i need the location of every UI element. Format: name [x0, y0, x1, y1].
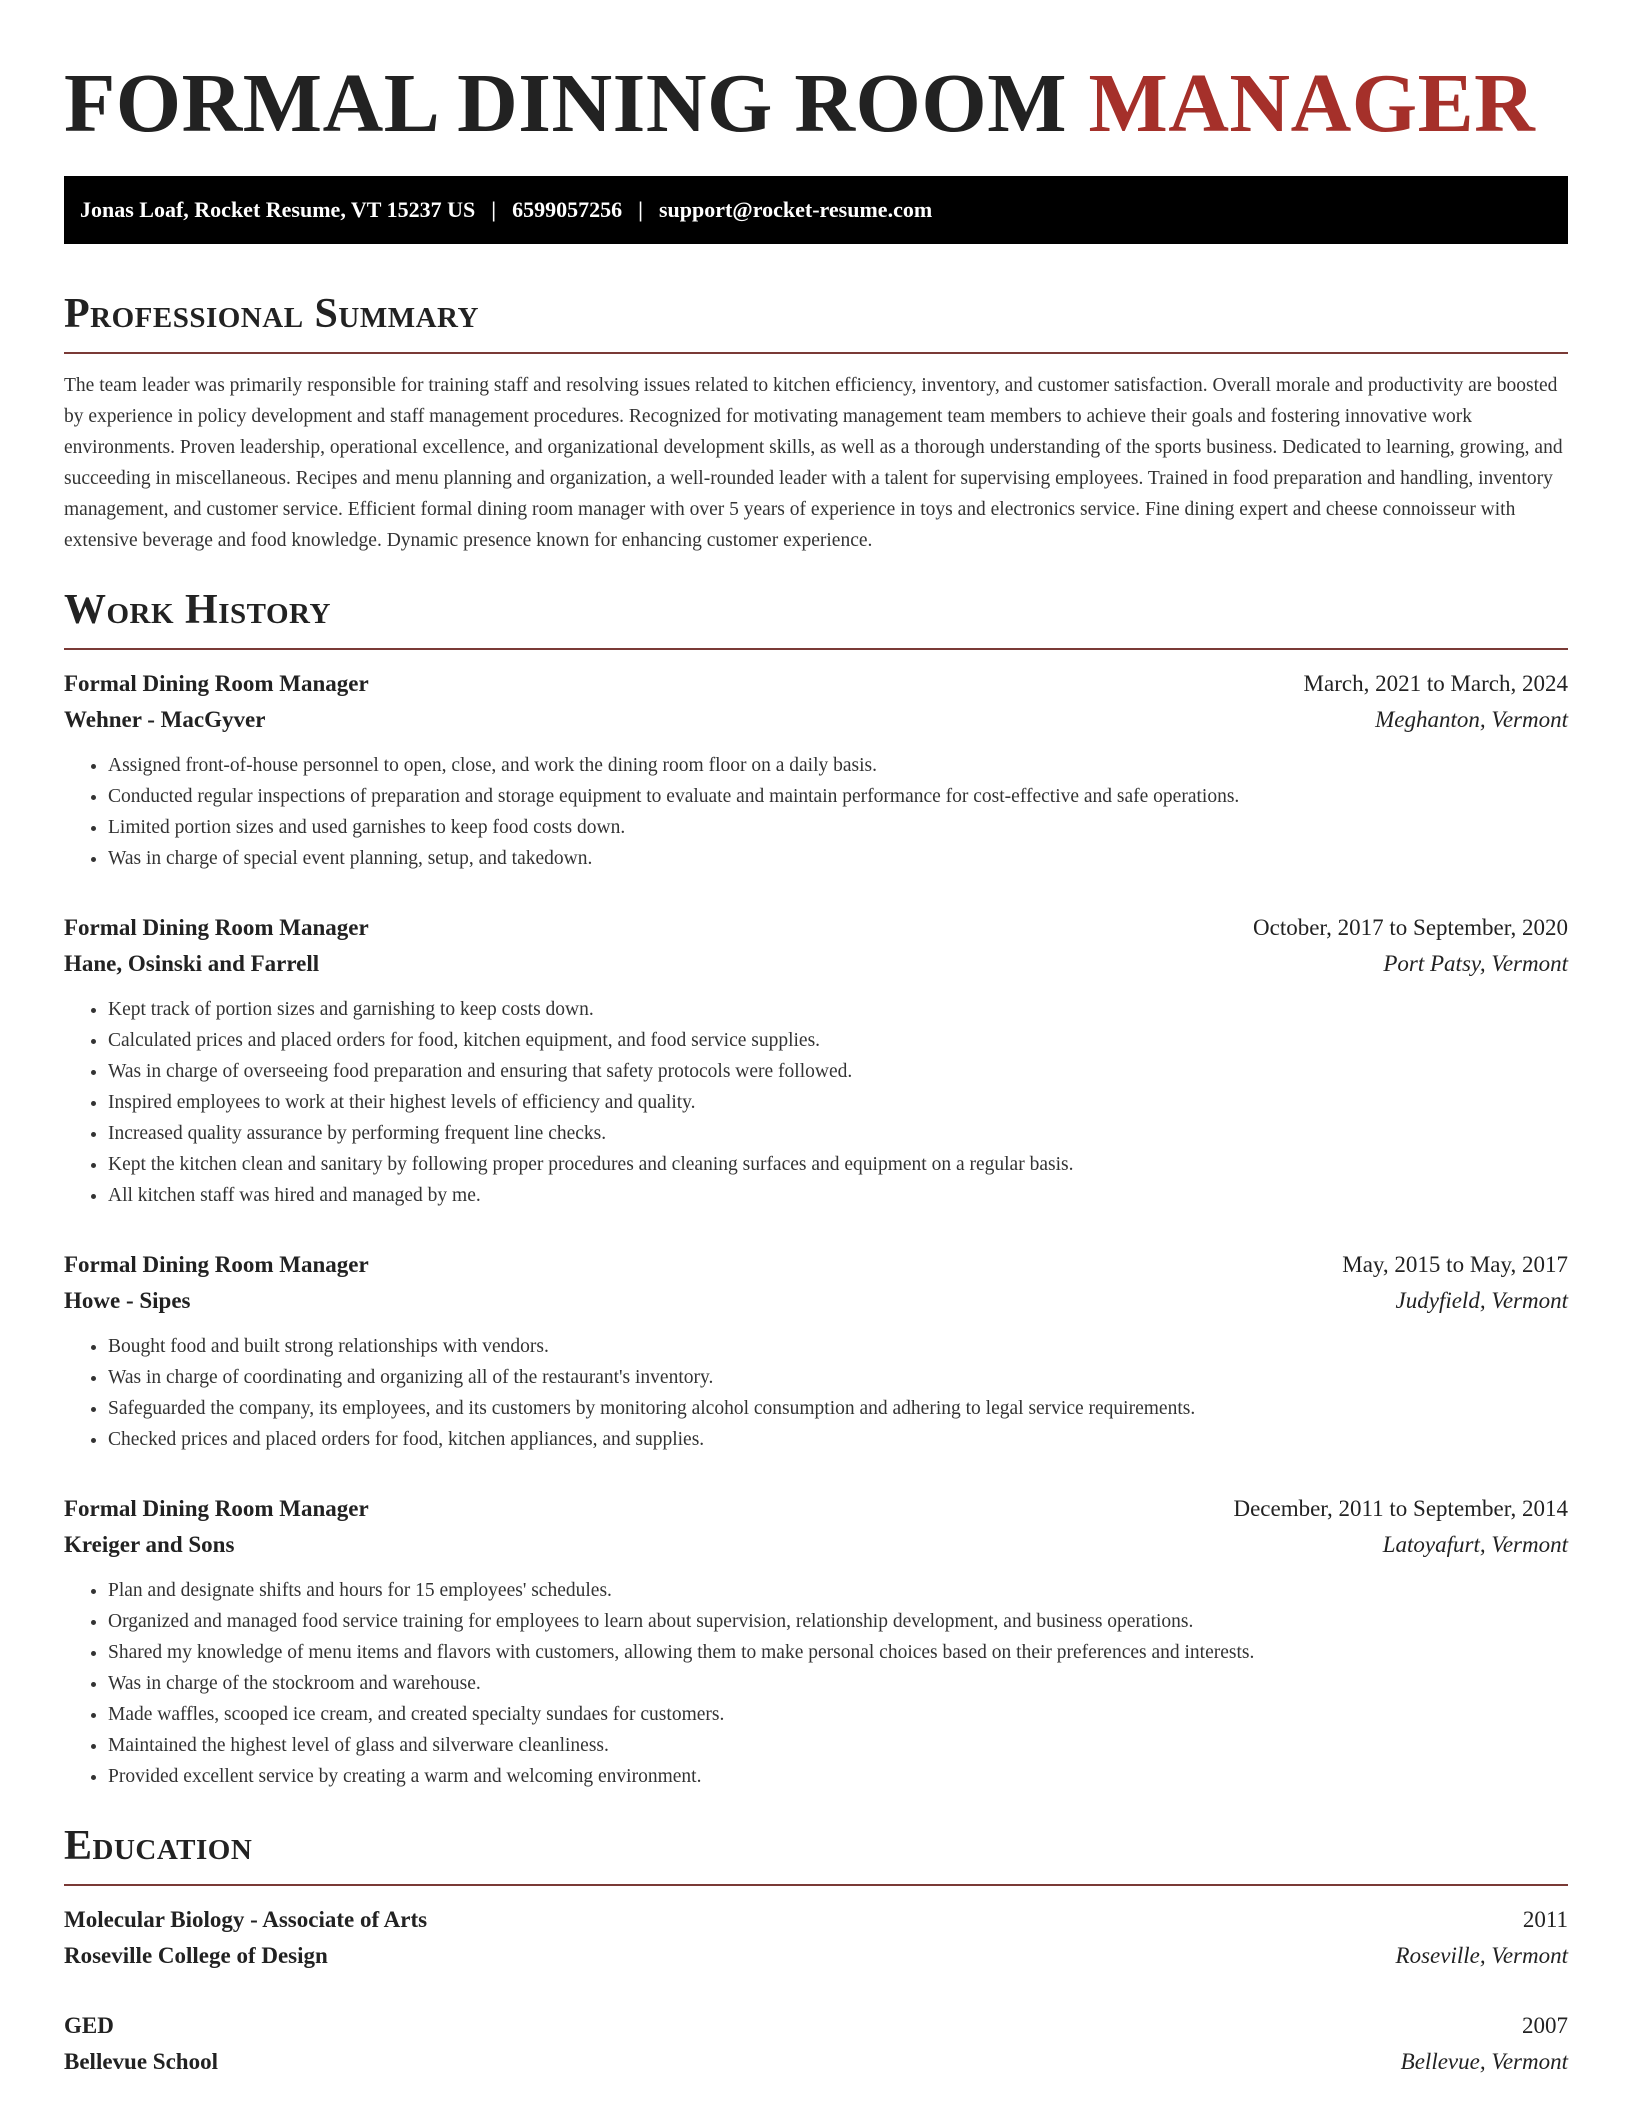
- section-title-education: Education: [64, 1823, 253, 1869]
- job-bullet: • Provided excellent service by creating a warm and welcoming environment.: [108, 1761, 1568, 1792]
- education-year: 2011: [1522, 1907, 1568, 1932]
- education-school-row: [64, 1938, 1568, 1974]
- contact-address: Jonas Loaf, Rocket Resume, VT 15237 US: [80, 197, 476, 222]
- job-entry: [64, 1491, 1568, 1792]
- job-dates: May, 2015 to May, 2017: [1342, 1252, 1568, 1277]
- education-degree: Molecular Biology - Associate of Arts: [64, 1907, 428, 1932]
- education-school: Bellevue School: [64, 2049, 218, 2074]
- job-bullet: • Kept the kitchen clean and sanitary by following proper procedures and cleaning surfaces and equipment on a regular basis.: [108, 1149, 1568, 1180]
- section-divider: [64, 1884, 1568, 1886]
- contact-separator: |: [638, 197, 643, 222]
- title-main: FORMAL DINING ROOM: [64, 57, 1067, 150]
- job-bullet: • Assigned front-of-house personnel to open, close, and work the dining room floor on a daily basis.: [108, 750, 1568, 781]
- job-bullet: • Was in charge of coordinating and organizing all of the restaurant's inventory.: [108, 1362, 1568, 1393]
- job-bullet: • Increased quality assurance by performing frequent line checks.: [108, 1118, 1568, 1149]
- job-bullets: [64, 1331, 1568, 1455]
- job-header-row: [64, 1247, 1568, 1283]
- job-bullet: • Kept track of portion sizes and garnishing to keep costs down.: [108, 994, 1568, 1025]
- education-school-row: [64, 2044, 1568, 2080]
- job-bullet: • Shared my knowledge of menu items and flavors with customers, allowing them to make personal choices based on their preferences and interests.: [108, 1637, 1568, 1668]
- job-location: Latoyafurt, Vermont: [1382, 1532, 1568, 1557]
- job-bullet: • Calculated prices and placed orders for food, kitchen equipment, and food service supplies.: [108, 1025, 1568, 1056]
- education-school: Roseville College of Design: [64, 1943, 328, 1968]
- job-company: Howe - Sipes: [64, 1288, 191, 1313]
- job-entry: [64, 910, 1568, 1211]
- job-entry: [64, 666, 1568, 874]
- section-title-summary: Professional Summary: [64, 291, 479, 337]
- summary-text: The team leader was primarily responsible for training staff and resolving issues related to kitchen efficiency, inventory, and customer satisfaction. Overall morale and productivity are boosted by experience in policy development and staff management procedures. Recognized for motivating management team members to achieve their goals and fostering innovative work environments. Proven leadership, operational excellence, and organizational development skills, as well as a thorough understanding of the sports business. Dedicated to learning, growing, and succeeding in miscellaneous. Recipes and menu planning and organization, a well-rounded leader with a talent for supervising employees. Trained in food preparation and handling, inventory management, and customer service. Efficient formal dining room manager with over 5 years of experience in toys and electronics service. Fine dining expert and cheese connoisseur with extensive beverage and food knowledge. Dynamic presence known for enhancing customer experience.: [64, 375, 1563, 551]
- education-entry: [64, 1902, 1568, 1974]
- job-entry: [64, 1247, 1568, 1455]
- job-dates: March, 2021 to March, 2024: [1303, 671, 1568, 696]
- job-dates: October, 2017 to September, 2020: [1253, 915, 1568, 940]
- job-company-row: [64, 702, 1568, 738]
- section-divider: [64, 648, 1568, 650]
- job-location: Meghanton, Vermont: [1375, 707, 1568, 732]
- job-title: Formal Dining Room Manager: [64, 671, 369, 696]
- job-dates: December, 2011 to September, 2014: [1233, 1496, 1568, 1521]
- job-location: Port Patsy, Vermont: [1383, 951, 1568, 976]
- contact-separator: |: [491, 197, 497, 222]
- job-company: Wehner - MacGyver: [64, 707, 266, 732]
- education-degree-row: [64, 2008, 1568, 2044]
- section-divider: [64, 352, 1568, 354]
- job-bullet: • Was in charge of the stockroom and warehouse.: [108, 1668, 1568, 1699]
- resume-title: [64, 0, 1568, 152]
- title-accent: MANAGER: [1088, 57, 1536, 150]
- section-title-work-history: Work History: [64, 587, 331, 633]
- job-company: Hane, Osinski and Farrell: [64, 951, 320, 976]
- job-bullet: • Safeguarded the company, its employees, and its customers by monitoring alcohol consumption and adhering to legal service requirements.: [108, 1393, 1568, 1424]
- job-company-row: [64, 946, 1568, 982]
- job-bullet: • Bought food and built strong relationships with vendors.: [108, 1331, 1568, 1362]
- job-bullet: • Maintained the highest level of glass and silverware cleanliness.: [108, 1730, 1568, 1761]
- job-bullet: • Plan and designate shifts and hours for 15 employees' schedules.: [108, 1575, 1568, 1606]
- job-company: Kreiger and Sons: [64, 1532, 235, 1557]
- job-bullet: • Organized and managed food service training for employees to learn about supervision, relationship development, and business operations.: [108, 1606, 1568, 1637]
- job-company-row: [64, 1527, 1568, 1563]
- job-header-row: [64, 910, 1568, 946]
- education-degree: GED: [64, 2013, 114, 2038]
- job-header-row: [64, 666, 1568, 702]
- job-bullet: • Was in charge of special event planning, setup, and takedown.: [108, 843, 1568, 874]
- job-title: Formal Dining Room Manager: [64, 1496, 369, 1521]
- job-bullet: • Conducted regular inspections of preparation and storage equipment to evaluate and maintain performance for cost-effective and safe operations.: [108, 781, 1568, 812]
- contact-bar: [64, 176, 1568, 244]
- job-bullets: [64, 994, 1568, 1211]
- education-entry: [64, 2008, 1568, 2080]
- education-location: Bellevue, Vermont: [1400, 2049, 1568, 2074]
- job-bullets: [64, 750, 1568, 874]
- job-bullets: [64, 1575, 1568, 1792]
- job-header-row: [64, 1491, 1568, 1527]
- job-bullet: • Limited portion sizes and used garnishes to keep food costs down.: [108, 812, 1568, 843]
- job-bullet: • Made waffles, scooped ice cream, and created specialty sundaes for customers.: [108, 1699, 1568, 1730]
- job-bullet: • All kitchen staff was hired and managed by me.: [108, 1180, 1568, 1211]
- education-degree-row: [64, 1902, 1568, 1938]
- education-location: Roseville, Vermont: [1395, 1943, 1568, 1968]
- job-bullet: • Inspired employees to work at their highest levels of efficiency and quality.: [108, 1087, 1568, 1118]
- job-title: Formal Dining Room Manager: [64, 1252, 369, 1277]
- education-year: 2007: [1522, 2013, 1568, 2038]
- contact-email: support@rocket-resume.com: [658, 197, 933, 222]
- job-bullet: • Checked prices and placed orders for food, kitchen appliances, and supplies.: [108, 1424, 1568, 1455]
- contact-phone: 6599057256: [512, 197, 623, 222]
- job-company-row: [64, 1283, 1568, 1319]
- job-title: Formal Dining Room Manager: [64, 915, 369, 940]
- job-location: Judyfield, Vermont: [1395, 1288, 1568, 1313]
- job-bullet: • Was in charge of overseeing food preparation and ensuring that safety protocols were followed.: [108, 1056, 1568, 1087]
